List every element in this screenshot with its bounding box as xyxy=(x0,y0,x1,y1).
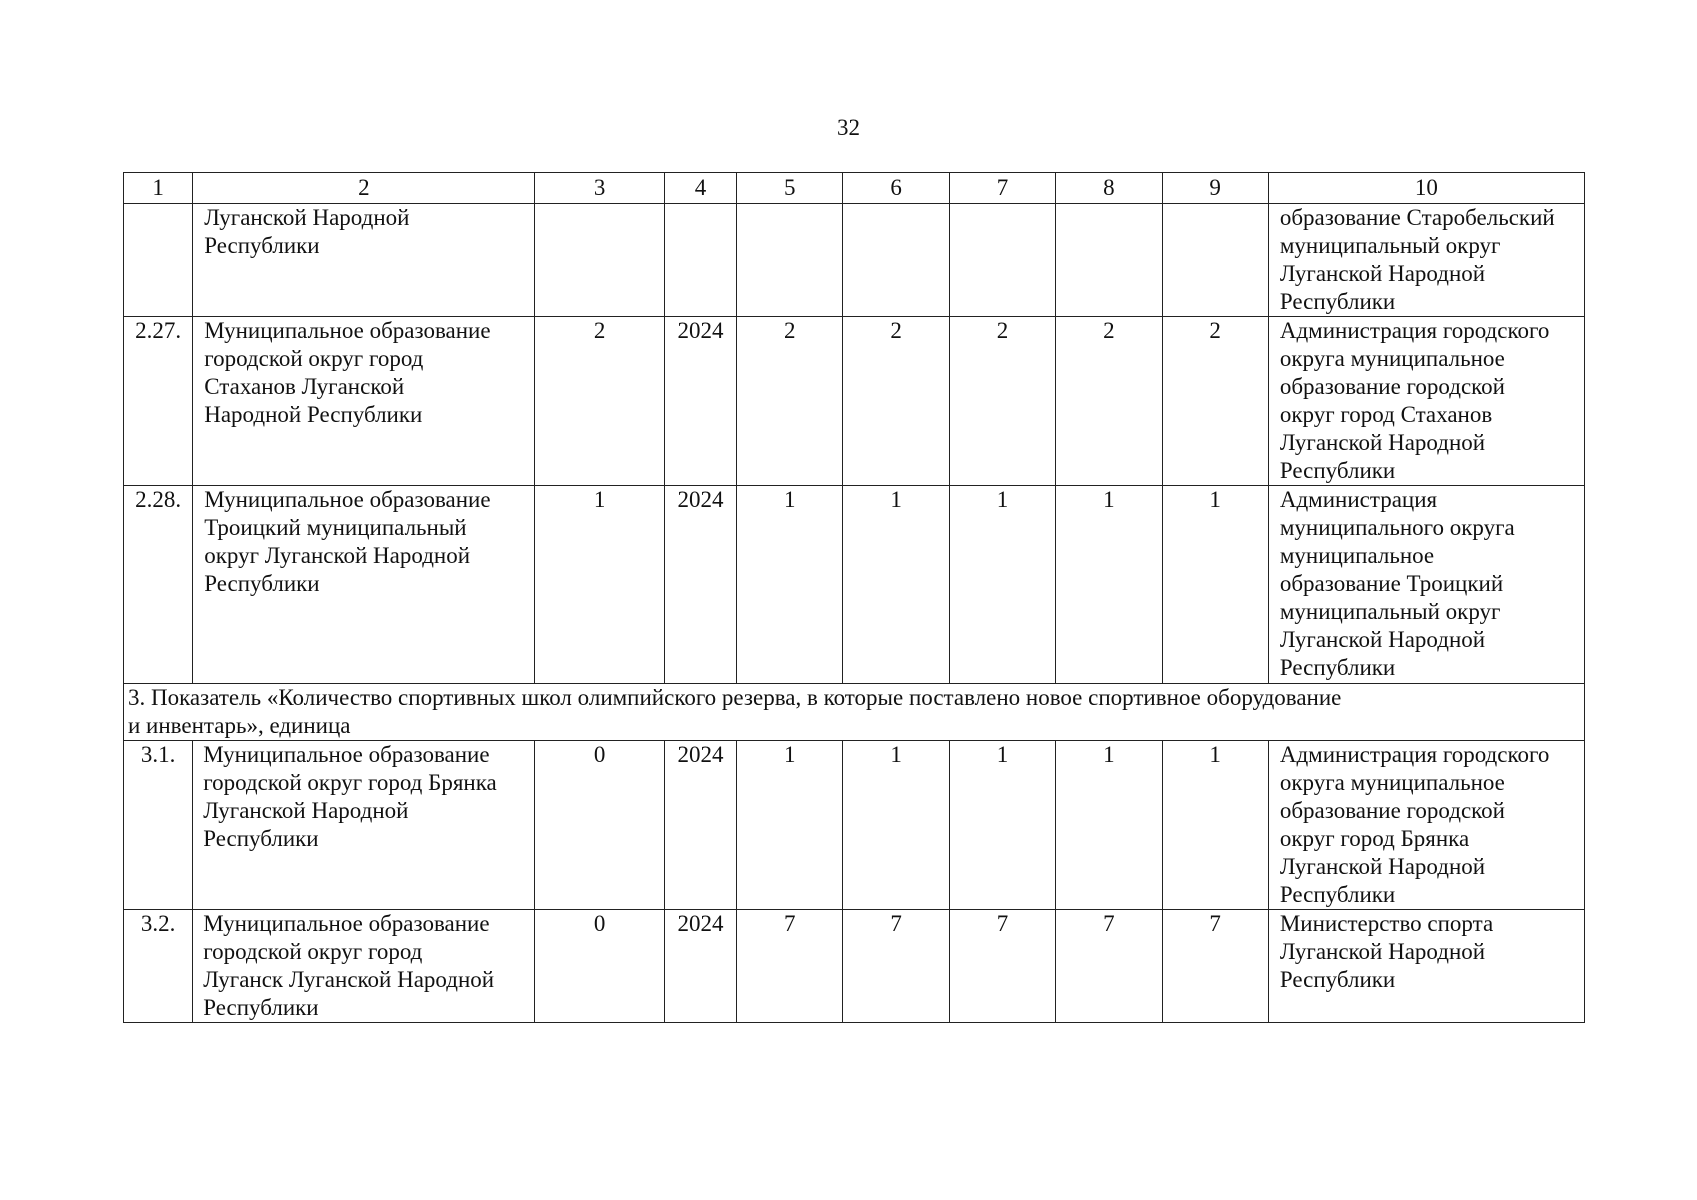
header-cell: 5 xyxy=(737,173,843,204)
section-title: 3. Показатель «Количество спортивных школ олимпийского резерва, в которые поставлено новое спортивное оборудование и инвентарь», единица xyxy=(124,684,1585,741)
value-cell: 1 xyxy=(535,486,664,684)
value-cell: 1 xyxy=(1162,486,1268,684)
value-cell: 2 xyxy=(843,317,949,486)
year-cell xyxy=(664,204,736,317)
year-cell: 2024 xyxy=(664,741,736,910)
header-cell: 1 xyxy=(124,173,193,204)
responsible-cell: Администрация городского округа муниципальное образование городской округ город Стаханов Луганской Народной Республики xyxy=(1268,317,1584,486)
value-cell: 0 xyxy=(535,741,664,910)
table-row xyxy=(124,741,1585,910)
page-number: 32 xyxy=(837,115,860,140)
row-number: 2.28. xyxy=(124,486,193,684)
responsible-cell: Администрация муниципального округа муниципальное образование Троицкий муниципальный округ Луганской Народной Республики xyxy=(1268,486,1584,684)
table-row xyxy=(124,486,1585,684)
value-cell: 1 xyxy=(1056,741,1162,910)
value-cell: 2 xyxy=(949,317,1055,486)
value-cell xyxy=(843,204,949,317)
value-cell: 1 xyxy=(737,741,843,910)
responsible-cell: образование Старобельский муниципальный округ Луганской Народной Республики xyxy=(1268,204,1584,317)
row-number: 2.27. xyxy=(124,317,193,486)
municipality-name: Муниципальное образование городской округ город Стаханов Луганской Народной Республики xyxy=(193,317,535,486)
header-cell: 8 xyxy=(1056,173,1162,204)
header-cell: 3 xyxy=(535,173,664,204)
value-cell xyxy=(1162,204,1268,317)
value-cell: 1 xyxy=(843,741,949,910)
row-number: 3.1. xyxy=(124,741,193,910)
municipality-name: Муниципальное образование городской округ город Луганск Луганской Народной Республики xyxy=(193,910,535,1023)
header-cell: 10 xyxy=(1268,173,1584,204)
value-cell: 1 xyxy=(1162,741,1268,910)
row-number: 3.2. xyxy=(124,910,193,1023)
value-cell: 2 xyxy=(535,317,664,486)
section-header-row xyxy=(124,684,1585,741)
municipality-name: Муниципальное образование городской округ город Брянка Луганской Народной Республики xyxy=(193,741,535,910)
value-cell xyxy=(535,204,664,317)
value-cell: 7 xyxy=(949,910,1055,1023)
table-row xyxy=(124,910,1585,1023)
value-cell xyxy=(949,204,1055,317)
value-cell: 1 xyxy=(737,486,843,684)
value-cell: 7 xyxy=(843,910,949,1023)
responsible-cell: Министерство спорта Луганской Народной Республики xyxy=(1268,910,1584,1023)
year-cell: 2024 xyxy=(664,486,736,684)
municipality-name: Муниципальное образование Троицкий муниципальный округ Луганской Народной Республики xyxy=(193,486,535,684)
value-cell: 2 xyxy=(1056,317,1162,486)
value-cell: 7 xyxy=(1056,910,1162,1023)
value-cell xyxy=(1056,204,1162,317)
value-cell: 2 xyxy=(1162,317,1268,486)
table-row xyxy=(124,204,1585,317)
value-cell: 0 xyxy=(535,910,664,1023)
table-header-row xyxy=(124,173,1585,204)
header-cell: 7 xyxy=(949,173,1055,204)
value-cell: 1 xyxy=(949,486,1055,684)
year-cell: 2024 xyxy=(664,910,736,1023)
responsible-cell: Администрация городского округа муниципальное образование городской округ город Брянка Луганской Народной Республики xyxy=(1268,741,1584,910)
header-cell: 9 xyxy=(1162,173,1268,204)
value-cell xyxy=(737,204,843,317)
header-cell: 4 xyxy=(664,173,736,204)
value-cell: 1 xyxy=(843,486,949,684)
municipality-name: Луганской Народной Республики xyxy=(193,204,535,317)
value-cell: 7 xyxy=(1162,910,1268,1023)
value-cell: 7 xyxy=(737,910,843,1023)
header-cell: 6 xyxy=(843,173,949,204)
value-cell: 1 xyxy=(1056,486,1162,684)
value-cell: 1 xyxy=(949,741,1055,910)
value-cell: 2 xyxy=(737,317,843,486)
indicator-table xyxy=(123,172,1585,1023)
year-cell: 2024 xyxy=(664,317,736,486)
row-number xyxy=(124,204,193,317)
table-row xyxy=(124,317,1585,486)
header-cell: 2 xyxy=(193,173,535,204)
